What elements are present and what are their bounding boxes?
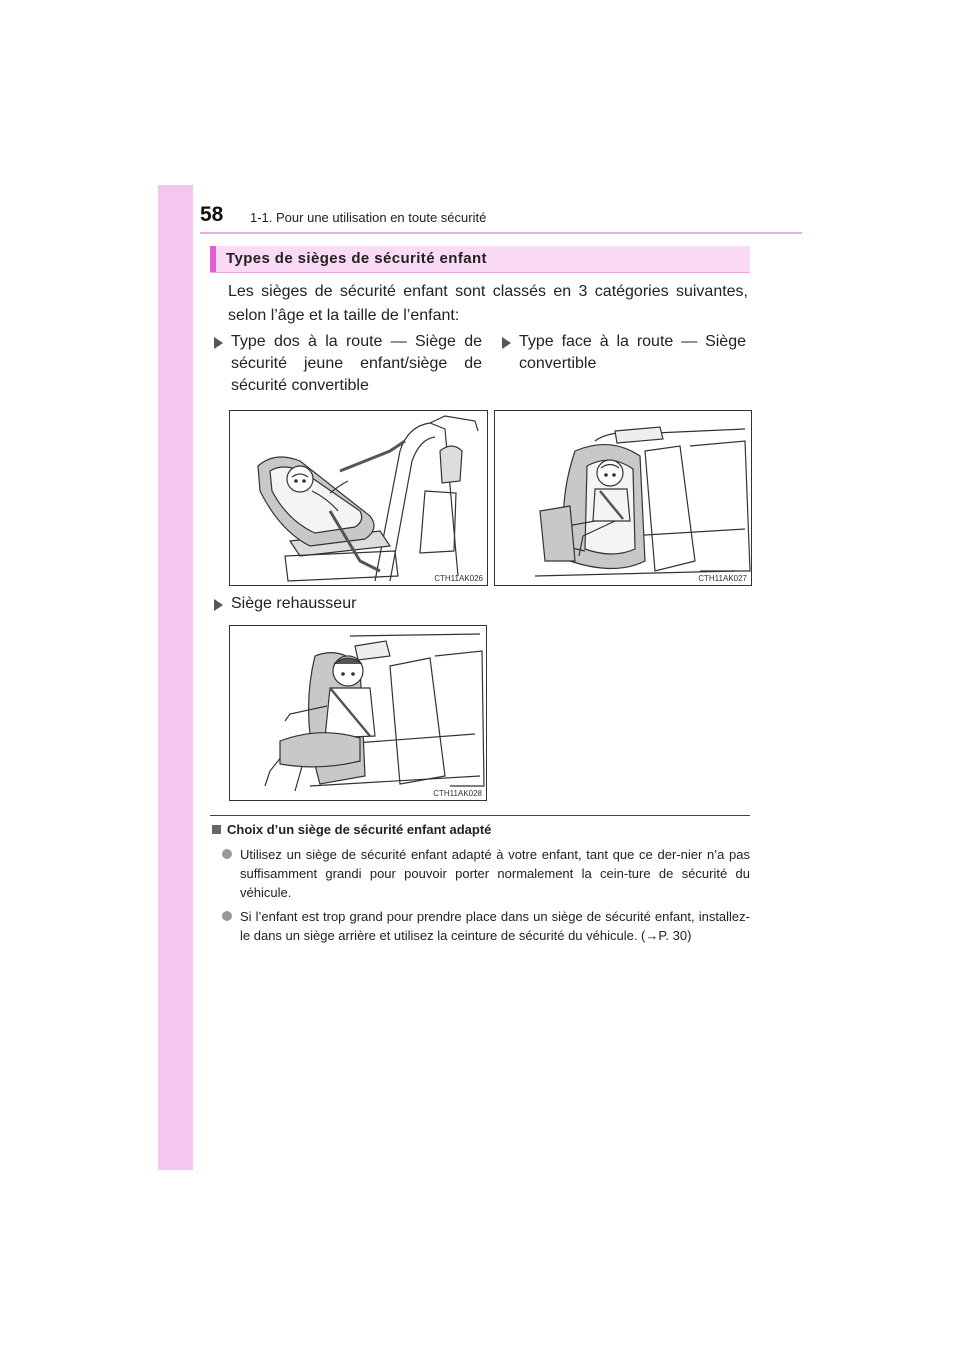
type-label: Type dos à la route — Siège de sécurité jeune enfant/siège de sécurité convertible: [231, 333, 482, 394]
figure-code: CTH11AK028: [433, 789, 482, 798]
circle-bullet-icon: [222, 849, 232, 859]
note-text: Si l’enfant est trop grand pour prendre place dans un siège de sécurité enfant, installez-le dans un siège arrière et utilisez la ceinture de sécurité du véhicule. (→P. 30): [240, 909, 750, 943]
intro-paragraph: Les sièges de sécurité enfant sont classés en 3 catégories suivantes, selon l’âge et la taille de l’enfant:: [228, 283, 748, 324]
figure-code: CTH11AK027: [698, 574, 747, 583]
illustration-rear-facing-seat: [229, 410, 488, 586]
side-accent-band: [158, 185, 193, 1170]
type-booster: [214, 593, 454, 615]
illustration-forward-facing-seat: [494, 410, 752, 586]
triangle-bullet-icon: [214, 599, 223, 611]
section-divider: [210, 815, 750, 816]
type-forward-facing: [502, 331, 746, 375]
note-item: [222, 907, 750, 945]
triangle-bullet-icon: [214, 337, 223, 349]
choice-heading-text: Choix d’un siège de sécurité enfant adapté: [227, 822, 492, 837]
running-head: 1-1. Pour une utilisation en toute sécurité: [250, 210, 487, 225]
type-label: Siège rehausseur: [231, 595, 357, 612]
figure-code: CTH11AK026: [434, 574, 483, 583]
note-item: [222, 845, 750, 902]
type-label: Type face à la route — Siège convertible: [519, 333, 746, 372]
choice-heading: [212, 822, 491, 837]
section-accent-bar: [210, 246, 216, 272]
illustration-booster-seat: [229, 625, 487, 801]
section-title: Types de sièges de sécurité enfant: [226, 250, 487, 267]
triangle-bullet-icon: [502, 337, 511, 349]
type-rear-facing: [214, 331, 482, 397]
page-number: 58: [200, 203, 224, 226]
note-text: Utilisez un siège de sécurité enfant adapté à votre enfant, tant que ce der-nier n’a pas suffisamment grandi pour pouvoir porter normalement la cein-ture de sécurité du véhicule.: [240, 847, 750, 900]
section-header: [210, 246, 750, 273]
header-rule: [200, 232, 802, 234]
circle-bullet-icon: [222, 911, 232, 921]
square-bullet-icon: [212, 825, 221, 834]
